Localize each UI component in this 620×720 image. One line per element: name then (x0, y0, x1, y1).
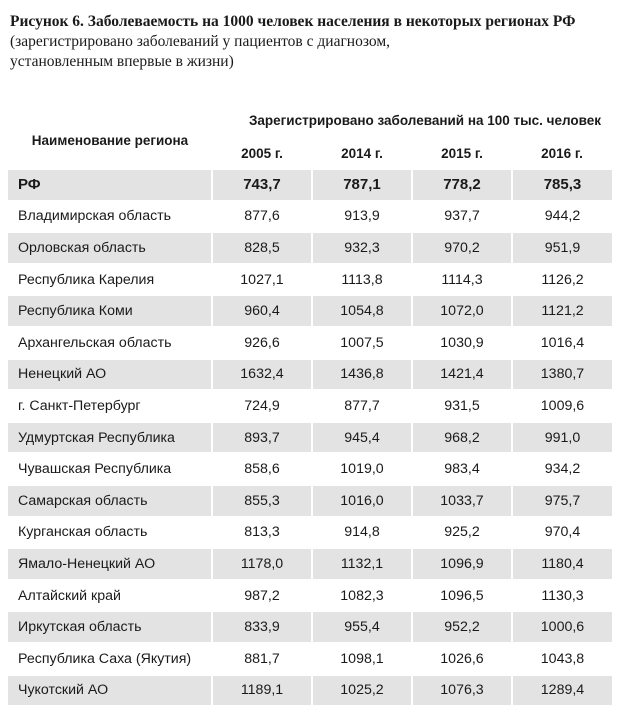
value-cell: 952,2 (412, 611, 512, 643)
value-cell: 968,2 (412, 422, 512, 454)
value-cell: 858,6 (212, 453, 312, 485)
table-body (8, 170, 612, 706)
table-row (8, 295, 612, 327)
value-cell: 881,7 (212, 643, 312, 675)
value-cell: 1030,9 (412, 327, 512, 359)
table-row (8, 643, 612, 675)
value-cell: 724,9 (212, 390, 312, 422)
value-cell: 951,9 (512, 232, 612, 264)
value-cell: 1019,0 (312, 453, 412, 485)
table-row (8, 422, 612, 454)
value-cell: 1126,2 (512, 264, 612, 296)
registered-cases-header: Зарегистрировано заболеваний на 100 тыс. человек (248, 112, 602, 128)
value-cell: 970,2 (412, 232, 512, 264)
value-cell: 833,9 (212, 611, 312, 643)
value-cell: 1113,8 (312, 264, 412, 296)
value-cell: 1027,1 (212, 264, 312, 296)
region-name-cell: Чувашская Республика (8, 453, 212, 485)
region-name-cell: РФ (8, 170, 212, 201)
table-row (8, 485, 612, 517)
region-name-cell: Владимирская область (8, 201, 212, 233)
table-row (8, 264, 612, 296)
value-cell: 945,4 (312, 422, 412, 454)
table-row (8, 548, 612, 580)
value-cell: 1421,4 (412, 359, 512, 391)
value-cell: 913,9 (312, 201, 412, 233)
value-cell: 983,4 (412, 453, 512, 485)
year-header: 2015 г. (441, 145, 483, 161)
value-cell: 1026,6 (412, 643, 512, 675)
value-cell: 813,3 (212, 517, 312, 549)
value-cell: 991,0 (512, 422, 612, 454)
value-cell: 1114,3 (412, 264, 512, 296)
figure-caption (10, 12, 610, 72)
value-cell: 944,2 (512, 201, 612, 233)
region-name-cell: Алтайский край (8, 580, 212, 612)
value-cell: 1009,6 (512, 390, 612, 422)
table-row (8, 390, 612, 422)
value-cell: 785,3 (512, 170, 612, 201)
region-name-cell: г. Санкт-Петербург (8, 390, 212, 422)
region-name-cell: Курганская область (8, 517, 212, 549)
table-row (8, 517, 612, 549)
value-cell: 1072,0 (412, 295, 512, 327)
incidence-table (8, 104, 612, 707)
region-name-cell: Архангельская область (8, 327, 212, 359)
value-cell: 1189,1 (212, 675, 312, 707)
caption-subtitle-line-1: (зарегистрировано заболеваний у пациентов с диагнозом, (10, 33, 391, 50)
value-cell: 931,5 (412, 390, 512, 422)
table-row (8, 327, 612, 359)
year-header: 2014 г. (341, 145, 383, 161)
value-cell: 877,7 (312, 390, 412, 422)
value-cell: 1098,1 (312, 643, 412, 675)
value-cell: 1016,4 (512, 327, 612, 359)
value-cell: 855,3 (212, 485, 312, 517)
year-header: 2005 г. (241, 145, 283, 161)
table-row (8, 201, 612, 233)
value-cell: 1007,5 (312, 327, 412, 359)
region-name-cell: Самарская область (8, 485, 212, 517)
value-cell: 1054,8 (312, 295, 412, 327)
region-name-cell: Удмуртская Республика (8, 422, 212, 454)
value-cell: 926,6 (212, 327, 312, 359)
year-header: 2016 г. (541, 145, 583, 161)
value-cell: 787,1 (312, 170, 412, 201)
region-name-header: Наименование региона (31, 132, 189, 148)
value-cell: 1130,3 (512, 580, 612, 612)
caption-subtitle-line-2: установленным впервые в жизни) (10, 53, 234, 70)
value-cell: 743,7 (212, 170, 312, 201)
value-cell: 1132,1 (312, 548, 412, 580)
value-cell: 925,2 (412, 517, 512, 549)
value-cell: 1096,9 (412, 548, 512, 580)
caption-title: Рисунок 6. Заболеваемость на 1000 человек населения в некоторых регионах РФ (10, 13, 576, 30)
value-cell: 1380,7 (512, 359, 612, 391)
value-cell: 970,4 (512, 517, 612, 549)
value-cell: 893,7 (212, 422, 312, 454)
value-cell: 1096,5 (412, 580, 512, 612)
value-cell: 987,2 (212, 580, 312, 612)
value-cell: 828,5 (212, 232, 312, 264)
value-cell: 955,4 (312, 611, 412, 643)
region-name-cell: Республика Саха (Якутия) (8, 643, 212, 675)
value-cell: 1121,2 (512, 295, 612, 327)
value-cell: 1076,3 (412, 675, 512, 707)
value-cell: 1632,4 (212, 359, 312, 391)
value-cell: 932,3 (312, 232, 412, 264)
value-cell: 1043,8 (512, 643, 612, 675)
region-name-cell: Ямало-Ненецкий АО (8, 548, 212, 580)
value-cell: 934,2 (512, 453, 612, 485)
value-cell: 778,2 (412, 170, 512, 201)
value-cell: 1000,6 (512, 611, 612, 643)
value-cell: 1082,3 (312, 580, 412, 612)
value-cell: 960,4 (212, 295, 312, 327)
region-name-cell: Иркутская область (8, 611, 212, 643)
value-cell: 1025,2 (312, 675, 412, 707)
table-row (8, 580, 612, 612)
table-row (8, 359, 612, 391)
value-cell: 1033,7 (412, 485, 512, 517)
table-row (8, 232, 612, 264)
table-row (8, 170, 612, 201)
value-cell: 937,7 (412, 201, 512, 233)
value-cell: 1178,0 (212, 548, 312, 580)
value-cell: 1180,4 (512, 548, 612, 580)
value-cell: 1436,8 (312, 359, 412, 391)
region-name-cell: Республика Коми (8, 295, 212, 327)
region-name-cell: Орловская область (8, 232, 212, 264)
table-row (8, 675, 612, 707)
region-name-cell: Республика Карелия (8, 264, 212, 296)
value-cell: 1016,0 (312, 485, 412, 517)
value-cell: 1289,4 (512, 675, 612, 707)
table-row (8, 453, 612, 485)
value-cell: 914,8 (312, 517, 412, 549)
region-name-cell: Чукотский АО (8, 675, 212, 707)
value-cell: 975,7 (512, 485, 612, 517)
value-cell: 877,6 (212, 201, 312, 233)
region-name-cell: Ненецкий АО (8, 359, 212, 391)
table-row (8, 611, 612, 643)
